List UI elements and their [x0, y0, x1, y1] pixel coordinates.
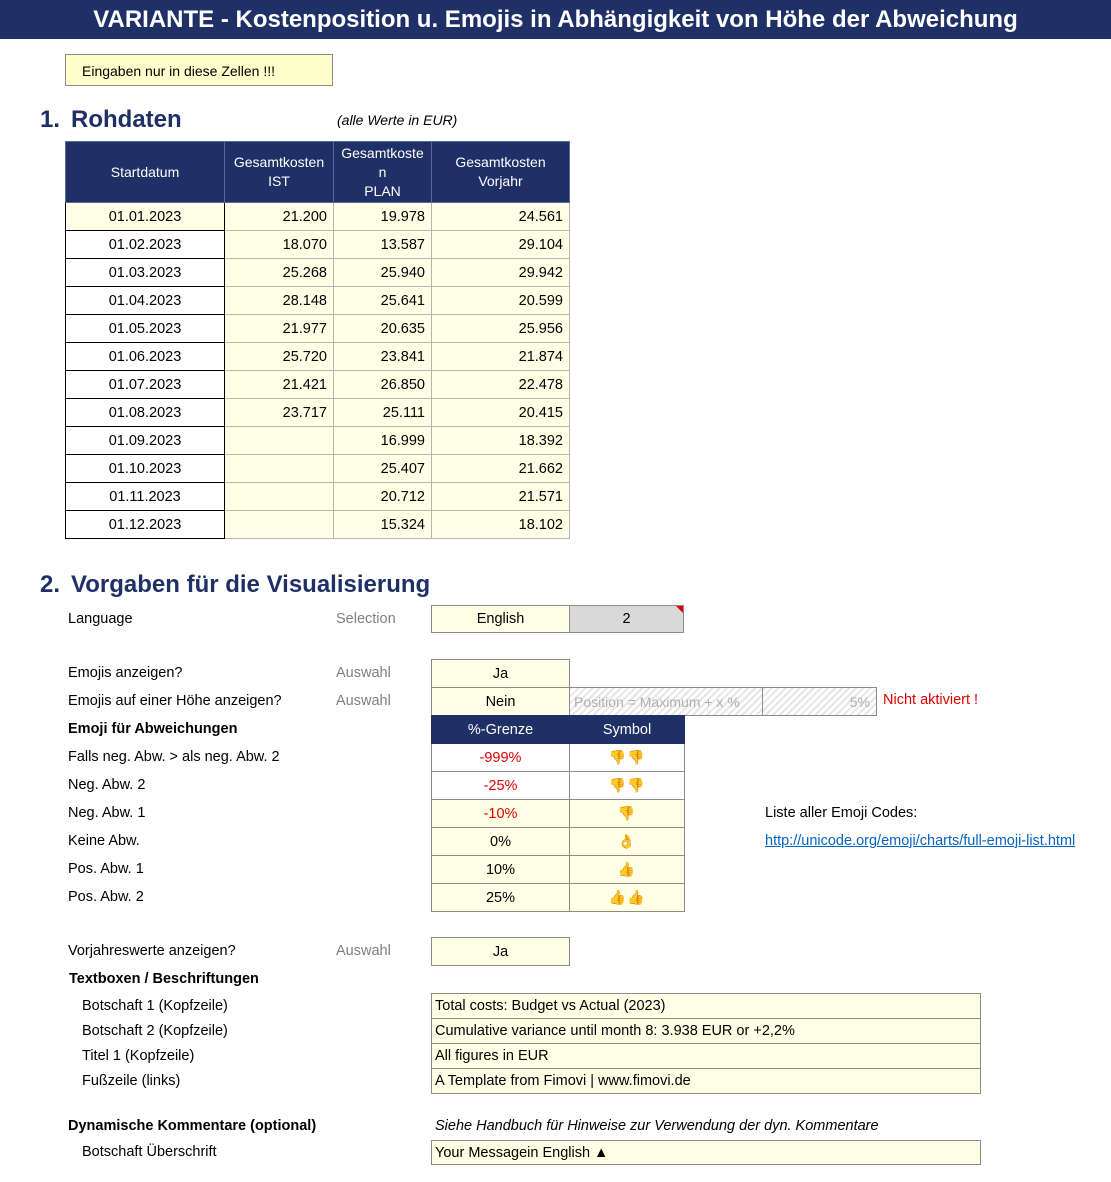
table-row — [432, 744, 685, 772]
cost-cell[interactable]: 18.102 — [432, 511, 570, 539]
textbox-label: Fußzeile (links) — [82, 1073, 181, 1089]
section-number: 2. — [40, 571, 61, 598]
symbol-cell[interactable] — [570, 856, 685, 884]
emoji-codes-link[interactable]: http://unicode.org/emoji/charts/full-emoji-list.html — [765, 833, 1076, 849]
language-index-cell — [569, 605, 684, 633]
column-header: Startdatum — [66, 142, 225, 203]
emoji-threshold-table — [431, 715, 685, 912]
cost-cell[interactable]: 20.635 — [334, 315, 432, 343]
cost-cell[interactable]: 21.421 — [225, 371, 334, 399]
dynamic-comments-note: Siehe Handbuch für Hinweise zur Verwendung der dyn. Kommentare — [435, 1118, 879, 1134]
prev-year-label: Vorjahreswerte anzeigen? — [68, 943, 236, 959]
table-row — [432, 1069, 981, 1094]
textbox-label: Titel 1 (Kopfzeile) — [82, 1048, 195, 1064]
dynamic-comments-label: Dynamische Kommentare (optional) — [68, 1118, 317, 1134]
section-number: 1. — [40, 106, 61, 133]
raw-data-table — [65, 141, 570, 539]
thumbs-up-icon: 👍 — [617, 861, 637, 878]
cost-cell[interactable]: 21.874 — [432, 343, 570, 371]
position-pct-disabled-cell: 5% — [762, 687, 877, 716]
cost-cell[interactable]: 25.956 — [432, 315, 570, 343]
section-title: Rohdaten — [71, 106, 182, 133]
table-header-row — [432, 716, 685, 744]
same-height-hint: Auswahl — [336, 693, 391, 709]
table-row — [66, 483, 570, 511]
cost-cell[interactable]: 21.662 — [432, 455, 570, 483]
textbox-label: Botschaft 1 (Kopfzeile) — [82, 998, 228, 1014]
section-title: Vorgaben für die Visualisierung — [71, 571, 431, 598]
emoji-codes-label: Liste aller Emoji Codes: — [765, 805, 918, 821]
symbol-cell[interactable] — [570, 800, 685, 828]
table-row — [66, 315, 570, 343]
textboxes-label: Textboxen / Beschriftungen — [69, 971, 259, 987]
cost-cell[interactable]: 25.407 — [334, 455, 432, 483]
cost-cell[interactable]: 20.712 — [334, 483, 432, 511]
table-row — [432, 800, 685, 828]
column-header: Gesamtkoste n PLAN — [334, 142, 432, 203]
emoji-table-label: Emoji für Abweichungen — [68, 721, 238, 737]
show-emojis-select[interactable]: Ja — [431, 659, 570, 688]
textbox-input[interactable]: Total costs: Budget vs Actual (2023) — [432, 994, 981, 1019]
thumbs-down-icon: 👎 — [617, 805, 637, 822]
cost-cell[interactable] — [225, 455, 334, 483]
cost-cell[interactable] — [225, 511, 334, 539]
table-row — [432, 1019, 981, 1044]
section-heading-rohdaten — [40, 106, 182, 134]
cost-cell[interactable]: 26.850 — [334, 371, 432, 399]
date-cell: 01.08.2023 — [66, 399, 225, 427]
cost-cell[interactable]: 13.587 — [334, 231, 432, 259]
cost-cell[interactable]: 29.104 — [432, 231, 570, 259]
thumbs-down-icon: 👎👎 — [608, 777, 646, 794]
table-row — [432, 828, 685, 856]
message-heading-label: Botschaft Überschrift — [82, 1144, 217, 1160]
symbol-cell[interactable] — [570, 828, 685, 856]
date-cell: 01.05.2023 — [66, 315, 225, 343]
table-row — [432, 884, 685, 912]
date-cell: 01.01.2023 — [66, 203, 225, 231]
cost-cell[interactable]: 18.392 — [432, 427, 570, 455]
table-row — [432, 856, 685, 884]
comment-marker-icon — [676, 606, 683, 613]
table-row — [66, 371, 570, 399]
unit-note: (alle Werte in EUR) — [337, 112, 458, 128]
limit-cell[interactable]: -999% — [432, 744, 570, 772]
limit-cell[interactable]: -25% — [432, 772, 570, 800]
date-cell: 01.06.2023 — [66, 343, 225, 371]
position-disabled-cell: Position = Maximum + x % — [569, 687, 763, 716]
same-height-select[interactable]: Nein — [431, 687, 570, 716]
limit-cell[interactable]: 25% — [432, 884, 570, 912]
textbox-input[interactable]: All figures in EUR — [432, 1044, 981, 1069]
message-heading-input[interactable]: Your Messagein English ▲ — [431, 1140, 981, 1165]
cost-cell[interactable] — [225, 427, 334, 455]
cost-cell[interactable]: 29.942 — [432, 259, 570, 287]
emoji-row-label: Falls neg. Abw. > als neg. Abw. 2 — [68, 749, 280, 765]
emoji-row-label: Pos. Abw. 2 — [68, 889, 144, 905]
not-activated-warning: Nicht aktiviert ! — [883, 692, 979, 708]
cost-cell[interactable]: 21.200 — [225, 203, 334, 231]
date-cell: 01.02.2023 — [66, 231, 225, 259]
cost-cell[interactable]: 22.478 — [432, 371, 570, 399]
column-header: Gesamtkosten Vorjahr — [432, 142, 570, 203]
cost-cell[interactable]: 25.641 — [334, 287, 432, 315]
limit-cell[interactable]: -10% — [432, 800, 570, 828]
same-height-label: Emojis auf einer Höhe anzeigen? — [68, 693, 282, 709]
language-selection-hint: Selection — [336, 611, 396, 627]
date-cell: 01.12.2023 — [66, 511, 225, 539]
table-row — [66, 259, 570, 287]
table-row — [66, 231, 570, 259]
symbol-cell[interactable] — [570, 772, 685, 800]
cost-cell[interactable]: 15.324 — [334, 511, 432, 539]
cost-cell[interactable]: 21.977 — [225, 315, 334, 343]
cost-cell[interactable]: 18.070 — [225, 231, 334, 259]
limit-cell[interactable]: 10% — [432, 856, 570, 884]
cost-cell[interactable]: 23.717 — [225, 399, 334, 427]
prev-year-hint: Auswahl — [336, 943, 391, 959]
cost-cell[interactable]: 25.111 — [334, 399, 432, 427]
date-cell: 01.09.2023 — [66, 427, 225, 455]
cost-cell[interactable]: 21.571 — [432, 483, 570, 511]
emoji-row-label: Keine Abw. — [68, 833, 140, 849]
language-select[interactable]: English — [431, 605, 570, 633]
textboxes-table — [431, 993, 981, 1094]
section-heading-vorgaben — [40, 571, 430, 599]
thumbs-down-icon: 👎👎 — [608, 749, 646, 766]
table-row — [66, 287, 570, 315]
table-row — [66, 203, 570, 231]
textbox-input[interactable]: Cumulative variance until month 8: 3.938 EUR or +2,2% — [432, 1019, 981, 1044]
thumbs-up-icon: 👍👍 — [608, 889, 646, 906]
language-index: 2 — [622, 611, 631, 627]
cost-cell[interactable]: 25.268 — [225, 259, 334, 287]
cost-cell[interactable]: 25.720 — [225, 343, 334, 371]
cost-cell[interactable]: 24.561 — [432, 203, 570, 231]
language-label: Language — [68, 611, 133, 627]
cost-cell[interactable]: 25.940 — [334, 259, 432, 287]
emoji-row-label: Neg. Abw. 1 — [68, 805, 146, 821]
cost-cell[interactable]: 19.978 — [334, 203, 432, 231]
cost-cell[interactable]: 23.841 — [334, 343, 432, 371]
table-row — [432, 994, 981, 1019]
cost-cell[interactable]: 16.999 — [334, 427, 432, 455]
symbol-cell[interactable] — [570, 884, 685, 912]
show-emojis-label: Emojis anzeigen? — [68, 665, 183, 681]
table-row — [66, 343, 570, 371]
date-cell: 01.10.2023 — [66, 455, 225, 483]
date-cell: 01.04.2023 — [66, 287, 225, 315]
symbol-cell[interactable] — [570, 744, 685, 772]
page-title: VARIANTE - Kostenposition u. Emojis in Abhängigkeit von Höhe der Abweichung — [0, 0, 1111, 39]
prev-year-select[interactable]: Ja — [431, 937, 570, 966]
emoji-row-label: Pos. Abw. 1 — [68, 861, 144, 877]
cost-cell[interactable]: 20.415 — [432, 399, 570, 427]
cost-cell[interactable] — [225, 483, 334, 511]
table-row — [66, 399, 570, 427]
date-cell: 01.11.2023 — [66, 483, 225, 511]
table-row — [66, 455, 570, 483]
input-note: Eingaben nur in diese Zellen !!! — [65, 54, 333, 86]
emoji-row-label: Neg. Abw. 2 — [68, 777, 146, 793]
cost-cell[interactable]: 20.599 — [432, 287, 570, 315]
show-emojis-hint: Auswahl — [336, 665, 391, 681]
column-header: Gesamtkosten IST — [225, 142, 334, 203]
textbox-input[interactable]: A Template from Fimovi | www.fimovi.de — [432, 1069, 981, 1094]
textbox-label: Botschaft 2 (Kopfzeile) — [82, 1023, 228, 1039]
table-header-row — [66, 142, 570, 203]
table-row — [432, 1044, 981, 1069]
ok-hand-icon: 👌 — [617, 833, 637, 850]
column-header-limit: %-Grenze — [432, 716, 570, 744]
table-row — [66, 511, 570, 539]
table-row — [432, 772, 685, 800]
date-cell: 01.07.2023 — [66, 371, 225, 399]
cost-cell[interactable]: 28.148 — [225, 287, 334, 315]
column-header-symbol: Symbol — [570, 716, 685, 744]
date-cell: 01.03.2023 — [66, 259, 225, 287]
table-row — [66, 427, 570, 455]
limit-cell[interactable]: 0% — [432, 828, 570, 856]
